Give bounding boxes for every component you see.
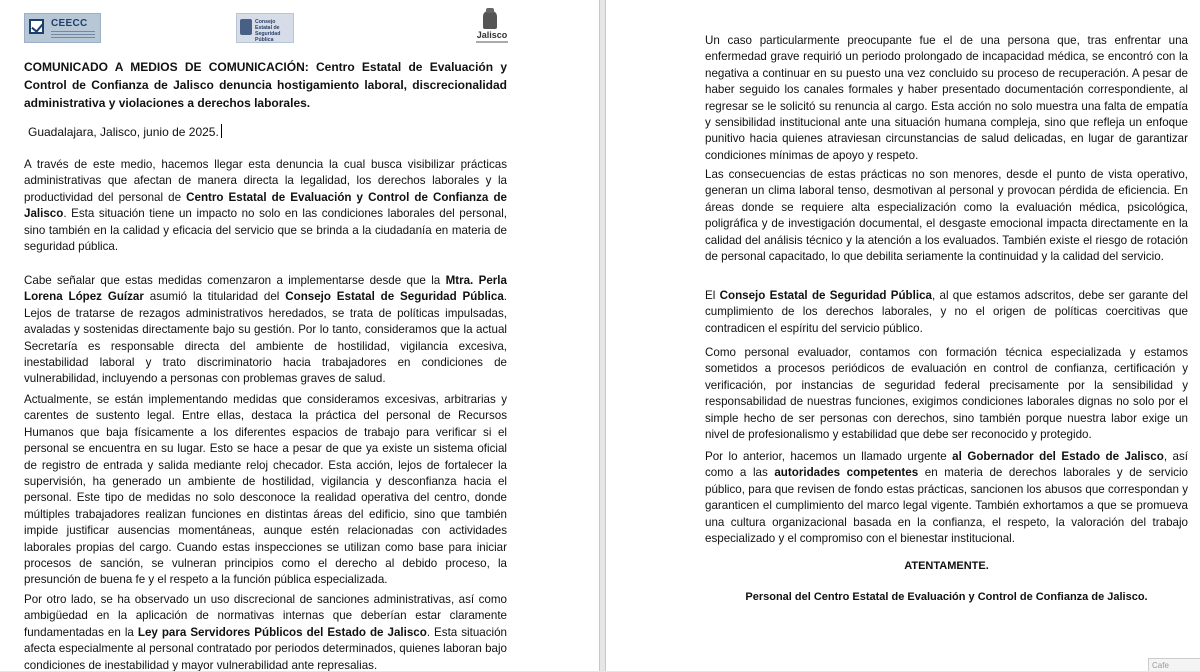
paragraph-evaluators: Como personal evaluador, contamos con formación técnica especializada y estamos sometidos a procesos periódicos de evaluación en control de confianza, certificación y verificación, por instancias de seguridad federal precisamente por la sensibilidad y responsabilidad de nuestras funciones, exigimos condiciones laborales dignas no solo por el simple hecho de ser personas con derechos, sino también porque nuestra labor exige un nivel de profesionalismo y estabilidad que debe ser reconocido y protegido.	[705, 346, 1188, 442]
corner-tag: Cafe	[1148, 658, 1200, 671]
paragraph-council: El Consejo Estatal de Seguridad Pública, al que estamos adscritos, debe ser garante del cumplimiento de los derechos laborales, y no el origen de políticas coercitivas que contradicen el espíritu del servicio público.	[705, 289, 1189, 335]
document-page-right	[605, 0, 1200, 671]
closing: ATENTAMENTE.	[904, 560, 989, 572]
cesp-logo: Consejo Estatal de Seguridad Pública	[236, 13, 294, 43]
header-logos	[24, 11, 510, 47]
jalisco-logo: Jalisco	[472, 11, 512, 47]
dateline[interactable]: Guadalajara, Jalisco, junio de 2025.	[24, 124, 511, 140]
paragraph-background: Cabe señalar que estas medidas comenzaron a implementarse desde que la Mtra. Perla Lorena López Guízar asumió la titularidad del Consejo Estatal de Seguridad Pública. Lejos de tratarse de rezagos administrativos heredados, se trata de políticas impulsadas, avaladas y sostenidas directamente bajo su gestión. Por lo tanto, consideramos que la actual Secretaría es responsable directa del ambiente de hostilidad, vigilancia excesiva, inestabilidad laboral y trato discriminatorio hacia trabajadores en condiciones de vulnerabilidad, incluyendo a personas con problemas graves de salud.	[24, 274, 508, 386]
signature: Personal del Centro Estatal de Evaluación y Control de Confianza de Jalisco.	[745, 591, 1148, 603]
paragraph-call: Por lo anterior, hacemos un llamado urgente al Gobernador del Estado de Jalisco, así como a las autoridades competentes en materia de derechos laborales y de servicio público, para que revisen de fondo estas prácticas, sancionen los abusos que correspondan y garanticen el cumplimiento del marco legal vigente. También exhortamos a que se promueva una cultura organizacional basada en la confianza, el respeto, la valoración del trabajo especializado y el compromiso con el bienestar institucional.	[705, 450, 1188, 546]
crest-icon	[483, 11, 497, 29]
checkmark-icon	[29, 19, 44, 34]
paragraph-intro: A través de este medio, hacemos llegar esta denuncia la cual busca visibilizar prácticas administrativas que afectan de manera directa la legalidad, los derechos laborales y la productividad del personal de Centro Estatal de Evaluación y Control de Confianza de Jalisco. Esta situación tiene un impacto no solo en las condiciones laborales del personal, sino también en la calidad y eficacia del servicio que se brinda a la ciudadanía en materia de seguridad pública.	[24, 158, 507, 254]
paragraph-measures: Actualmente, se están implementando medidas que consideramos excesivas, arbitrarias y carentes de sustento legal. Entre ellas, destaca la práctica del personal de Recursos Humanos que baja físicamente a los diferentes espacios de trabajo para verificar si el personal se encuentra en su lugar. Esto se hace a pesar de que ya existe un sistema oficial de registro de entrada y salida mediante reloj checador. Esta acción, lejos de fortalecer la supervisión, ha generado un ambiente de hostilidad, vigilancia y desconfianza hacia el personal. Este tipo de medidas no solo desconoce la realidad operativa del centro, donde múltiples trabajadores realizan funciones en distintas áreas del edificio, sino que también impide justificar ausencias momentáneas, aunque estén relacionadas con actividades laborales propias del cargo. Cuando estas inspecciones se utilizan como base para iniciar procesos de sanción, se vulneran principios como el derecho al debido proceso, la presunción de buena fe y el respeto a la función pública especializada.	[24, 393, 507, 587]
shield-icon	[240, 19, 252, 35]
document-page-left	[0, 0, 600, 671]
ceecc-logo-text: CEECC	[51, 18, 88, 29]
text-cursor	[221, 124, 222, 138]
paragraph-sanctions: Por otro lado, se ha observado un uso discrecional de sanciones administrativas, así como ambigüedad en la aplicación de normativas internas que deberían estar claramente fundamentadas en la Ley para Servidores Públicos del Estado de Jalisco. Esta situación afecta especialmente al personal contratado por periodos determinados, quienes laboran bajo condiciones de inestabilidad y mayor vulnerabilidad ante represalias.	[24, 593, 508, 671]
paragraph-consequences: Las consecuencias de estas prácticas no son menores, desde el punto de vista operativo, generan un clima laboral tenso, desmotivan al personal y provocan pérdida de eficiencia. En áreas donde se requiere alta especialización como la evaluación médica, psicológica, poligráfica y de investigación documental, el desgaste emocional impacta directamente en la calidad del análisis técnico y la atención a los evaluados. También existe el riesgo de rotación de personal capacitado, lo que debilita seriamente la continuidad y la calidad del servicio.	[705, 168, 1188, 264]
ceecc-logo	[24, 13, 101, 43]
paragraph-case: Un caso particularmente preocupante fue el de una persona que, tras enfrentar una enfermedad grave requirió un periodo prolongado de incapacidad médica, se encontró con la negativa a continuar en su puesto una vez concluido su proceso de recuperación. A pesar de haber seguido los canales formales y haber presentado documentación correspondiente, al regresar se le solicitó su renuncia al cargo. Esta acción no solo muestra una falta de empatía y sensibilidad institucional ante una situación humana compleja, sino que refleja un enfoque punitivo hacia quienes atraviesan circunstancias de salud delicadas, en lugar de garantizar condiciones mínimas de apoyo y respeto.	[705, 34, 1188, 162]
document-title: COMUNICADO A MEDIOS DE COMUNICACIÓN: Centro Estatal de Evaluación y Control de Confianza de Jalisco denuncia hostigamiento laboral, discrecionalidad administrativa y violaciones a derechos laborales.	[24, 60, 507, 110]
